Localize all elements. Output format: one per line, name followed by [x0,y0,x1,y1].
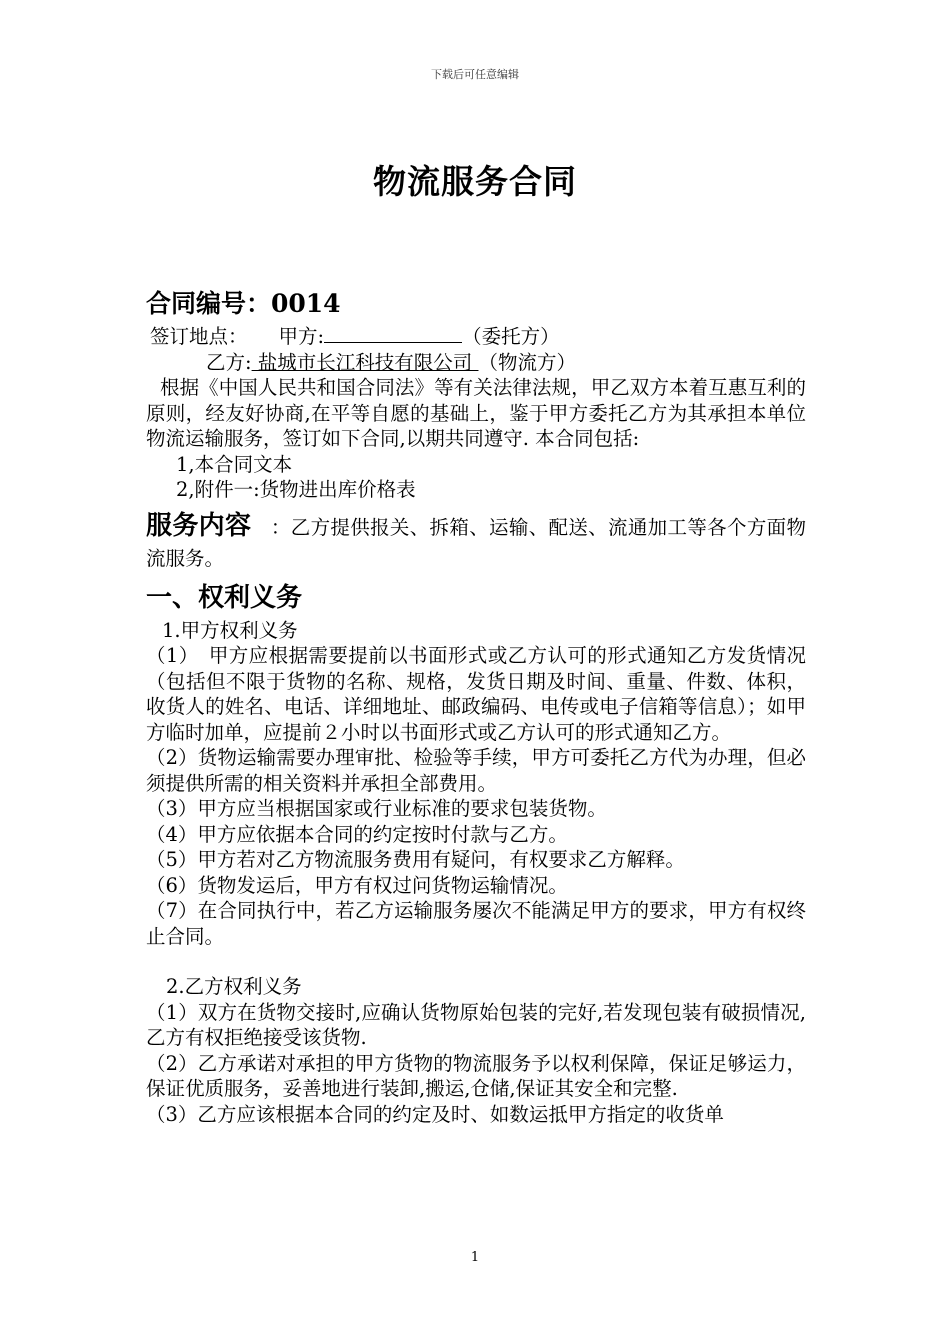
party-a-item-5: （5）甲方若对乙方物流服务费用有疑问，有权要求乙方解释。 [146,848,685,871]
spacer [146,949,806,974]
party-a-label: 甲方: [278,325,325,348]
service-text: ：乙方提供报关、拆箱、运输、配送、流通加工等各个方面物流服务。 [146,515,806,570]
contract-number: 合同编号：0014 [146,289,341,318]
party-a-item-4: （4）甲方应依据本合同的约定按时付款与乙方。 [146,822,568,846]
party-a-role: （委托方） [462,325,560,348]
party-b-duties-heading: 2.乙方权利义务 [166,975,302,998]
party-a-item-6: （6）货物发运后，甲方有权过问货物运输情况。 [146,873,568,897]
party-a-blank [324,324,462,343]
party-b-line [146,350,806,376]
party-a-item-1: （1） 甲方应根据需要提前以书面形式或乙方认可的形式通知乙方发货情况（包括但不限于货物的名称、规格，发货日期及时间、重量、件数、体积，收货人的姓名、电话、详细地址、邮政编码、电传或电子信箱等信息）；如甲方临时加单，应提前２小时以书面形式或乙方认可的形式通知乙方。 [146,644,806,744]
document-body [146,286,806,1127]
signing-place-label: 签订地点： [150,325,248,348]
party-b-role: （物流方） [478,350,576,374]
service-heading: 服务内容 [146,510,252,541]
party-b-label: 乙方: [206,350,252,374]
party-b-item-1: （1）双方在货物交接时,应确认货物原始包装的完好,若发现包装有破损情况,乙方有权拒绝接受该货物. [146,1000,806,1049]
party-b-item-3: （3）乙方应该根据本合同的约定及时、如数运抵甲方指定的收货单 [146,1102,724,1126]
party-a-item-2: （2）货物运输需要办理审批、检验等手续，甲方可委托乙方代为办理，但必须提供所需的相关资料并承担全部费用。 [146,746,806,795]
party-b-name: 盐城市长江科技有限公司 [251,350,479,374]
signing-line [146,324,806,350]
party-a-item-3: （3）甲方应当根据国家或行业标准的要求包装货物。 [146,797,607,820]
page-number: 1 [470,1250,480,1265]
section-1-heading: 一、权利义务 [146,582,303,613]
header-note: 下载后可任意编辑 [431,68,519,81]
intro-paragraph: 根据《中国人民共和国合同法》等有关法律法规，甲乙双方本着互惠互利的原则，经友好协商,在平等自愿的基础上，鉴于甲方委托乙方为其承担本单位物流运输服务，签订如下合同,以期共同遵守. 本合同包括: [146,376,806,450]
service-paragraph [146,511,806,574]
party-b-item-2: （2）乙方承诺对承担的甲方货物的物流服务予以权利保障，保证足够运力，保证优质服务，妥善地进行装卸,搬运,仓储,保证其安全和完整. [146,1051,806,1100]
document-title: 物流服务合同 [373,162,577,201]
includes-item-2: 2,附件一:货物进出库价格表 [176,478,416,501]
party-a-duties-heading: 1.甲方权利义务 [162,618,298,642]
includes-item-1: 1,本合同文本 [176,452,293,476]
party-a-item-7: （7）在合同执行中，若乙方运输服务屡次不能满足甲方的要求，甲方有权终止合同。 [146,899,806,948]
